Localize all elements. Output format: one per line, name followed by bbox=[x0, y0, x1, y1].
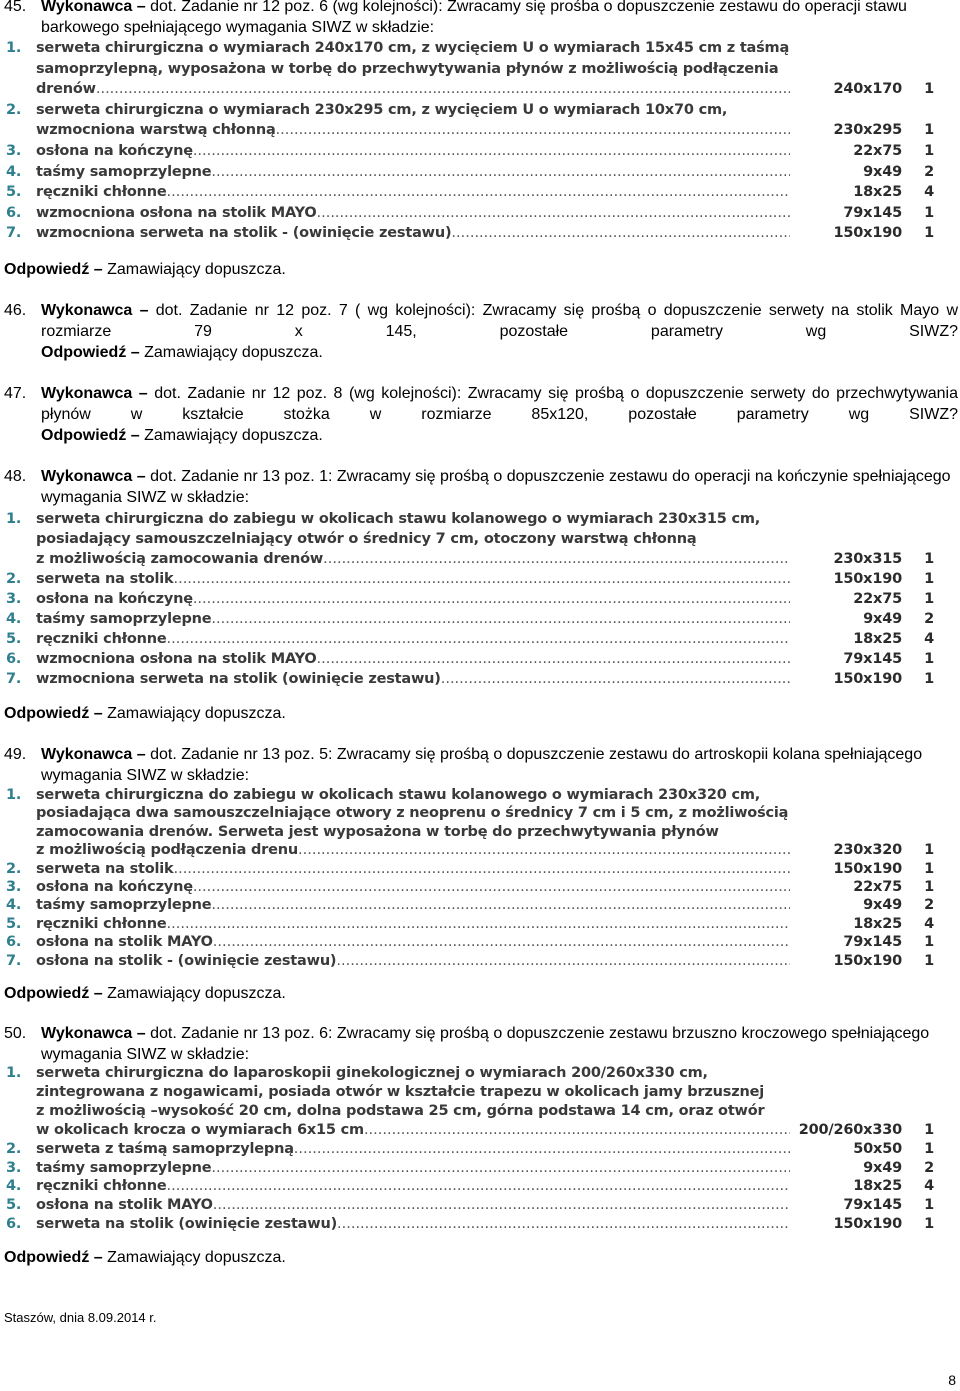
item-size: 230x315 bbox=[833, 551, 902, 567]
dot-leader bbox=[211, 609, 790, 629]
list-item bbox=[0, 1064, 940, 1140]
question-45 bbox=[4, 0, 958, 38]
item-size: 22x75 bbox=[853, 879, 902, 896]
list-item bbox=[0, 569, 940, 589]
item-description-last-line: osłona na kończynę bbox=[36, 142, 193, 159]
contractor-label: Wykonawca bbox=[41, 0, 133, 15]
item-description-last-line: wzmocniona osłona na stolik MAYO bbox=[36, 651, 317, 667]
dot-leader bbox=[317, 203, 791, 224]
item-description bbox=[36, 860, 940, 878]
item-size: 79x145 bbox=[843, 1197, 902, 1214]
list-item bbox=[0, 162, 940, 183]
item-description-line: serweta chirurgiczna o wymiarach 240x170 cm, z wycięciem U o wymiarach 15x45 cm z taśmą bbox=[36, 40, 790, 56]
item-size: 9x49 bbox=[863, 1159, 902, 1176]
item-description-line: serweta chirurgiczna do zabiegu w okolicach stawu kolanowego o wymiarach 230x320 cm, bbox=[36, 787, 761, 803]
item-number: 2. bbox=[6, 101, 22, 118]
list-item bbox=[0, 182, 940, 203]
item-description-last-line: serweta na stolik bbox=[36, 571, 174, 587]
item-description bbox=[36, 1196, 940, 1215]
list-item bbox=[0, 1177, 940, 1196]
item-number: 6. bbox=[6, 1216, 22, 1233]
dot-leader bbox=[167, 915, 790, 933]
dot-leader bbox=[211, 896, 790, 914]
item-quantity: 2 bbox=[924, 163, 934, 180]
item-size: 22x75 bbox=[853, 142, 902, 159]
item-quantity: 1 bbox=[924, 81, 934, 98]
item-description bbox=[36, 915, 940, 933]
list-item bbox=[0, 203, 940, 224]
item-description bbox=[36, 649, 940, 669]
dot-leader bbox=[167, 629, 790, 649]
question-text: Wykonawca – dot. Zadanie nr 13 poz. 6: Zwracamy się prośbą o dopuszczenie zestawu brzuszno kroczowego spełniającego wymagania SIWZ w składzie: bbox=[41, 1025, 930, 1063]
list-item bbox=[0, 669, 940, 689]
item-description bbox=[36, 203, 940, 224]
item-description-last-line: taśmy samoprzylepne bbox=[36, 1159, 212, 1176]
item-number: 1. bbox=[6, 511, 22, 527]
dot-leader bbox=[173, 860, 790, 878]
list-item bbox=[0, 896, 940, 914]
question-46 bbox=[4, 300, 958, 342]
item-description-last-line: wzmocniona osłona na stolik MAYO bbox=[36, 204, 317, 221]
dot-leader bbox=[211, 162, 790, 183]
item-quantity: 1 bbox=[924, 1197, 934, 1214]
item-description bbox=[36, 1177, 940, 1196]
contractor-label: Wykonawca bbox=[41, 302, 133, 319]
item-description bbox=[36, 878, 940, 896]
item-quantity: 1 bbox=[924, 651, 934, 667]
list-item bbox=[0, 141, 940, 162]
item-quantity: 2 bbox=[924, 897, 934, 914]
item-number: 2. bbox=[6, 1140, 22, 1157]
item-size: 9x49 bbox=[863, 611, 902, 627]
item-size: 200/260x330 bbox=[798, 1121, 902, 1138]
item-description-last-line: wzmocniona serweta na stolik (owinięcie zestawu) bbox=[36, 671, 441, 687]
item-quantity: 1 bbox=[924, 879, 934, 896]
list-item bbox=[0, 1196, 940, 1215]
item-quantity: 1 bbox=[924, 1140, 934, 1157]
dot-leader bbox=[276, 120, 790, 141]
place-date: Staszów, dnia 8.09.2014 r. bbox=[4, 1310, 157, 1325]
item-description-last-line: ręczniki chłonne bbox=[36, 1178, 167, 1195]
dot-leader bbox=[294, 1140, 790, 1159]
item-description-line: posiadający samouszczelniający otwór o średnicy 7 cm, otoczony warstwą chłonną bbox=[36, 531, 697, 547]
item-number: 4. bbox=[6, 163, 22, 180]
item-quantity: 4 bbox=[924, 631, 934, 647]
question-49 bbox=[4, 744, 958, 786]
item-description-last-line: osłona na kończynę bbox=[36, 879, 193, 896]
question-reference: dot. Zadanie nr 12 poz. 7 ( wg kolejności): Zwracamy się prośbą o dopuszczenie serwety na stolik Mayo w rozmiarze 79 x 145, pozostałe parametry wg SIWZ? bbox=[41, 302, 958, 340]
list-item bbox=[0, 915, 940, 933]
item-size: 9x49 bbox=[863, 897, 902, 914]
item-description-line: serweta chirurgiczna do zabiegu w okolicach stawu kolanowego o wymiarach 230x315 cm, bbox=[36, 511, 761, 527]
list-item bbox=[0, 786, 940, 860]
list-item bbox=[0, 952, 940, 970]
item-description bbox=[36, 933, 940, 951]
item-number: 5. bbox=[6, 915, 22, 932]
item-list-45 bbox=[0, 38, 940, 244]
item-size: 240x170 bbox=[833, 81, 902, 98]
item-description-last-line: taśmy samoprzylepne bbox=[36, 163, 212, 180]
item-description bbox=[36, 100, 940, 141]
item-description-line: samoprzylepną, wyposażona w torbę do przechwytywania płynów z możliwością podłączenia bbox=[36, 60, 779, 77]
item-quantity: 1 bbox=[924, 842, 934, 859]
answer-48: Odpowiedź – Zamawiający dopuszcza. bbox=[4, 705, 286, 722]
item-description-line: zintegrowana z nogawicami, posiada otwór w kształcie trapezu w okolicach jamy brzusznej bbox=[36, 1083, 764, 1100]
dot-leader bbox=[317, 649, 791, 669]
item-description-last-line: ręczniki chłonne bbox=[36, 184, 167, 201]
list-item bbox=[0, 1159, 940, 1178]
question-number: 50. bbox=[4, 1025, 27, 1042]
item-quantity: 4 bbox=[924, 915, 934, 932]
item-number: 6. bbox=[6, 934, 22, 951]
item-description bbox=[36, 896, 940, 914]
item-quantity: 1 bbox=[924, 122, 934, 139]
item-description-last-line: osłona na stolik MAYO bbox=[36, 934, 213, 951]
question-reference: dot. Zadanie nr 13 poz. 6: Zwracamy się prośbą o dopuszczenie zestawu brzuszno kroczowego spełniającego wymagania SIWZ w składzie: bbox=[41, 1025, 930, 1063]
list-item bbox=[0, 1140, 940, 1159]
dot-leader bbox=[167, 1177, 790, 1196]
item-number: 1. bbox=[6, 40, 22, 56]
item-number: 3. bbox=[6, 142, 22, 159]
item-list-48 bbox=[0, 509, 940, 689]
question-reference: dot. Zadanie nr 12 poz. 6 (wg kolejności): Zwracamy się prośba o dopuszczenie zestawu do operacji stawu barkowego spełniającego wymagania SIWZ w składzie: bbox=[41, 0, 907, 36]
item-description bbox=[36, 1159, 940, 1178]
item-quantity: 2 bbox=[924, 1159, 934, 1176]
item-quantity: 1 bbox=[924, 934, 934, 951]
item-description bbox=[36, 509, 940, 569]
item-size: 18x25 bbox=[853, 631, 902, 647]
item-quantity: 1 bbox=[924, 551, 934, 567]
item-size: 150x190 bbox=[833, 1216, 902, 1233]
item-description bbox=[36, 629, 940, 649]
question-47 bbox=[4, 383, 958, 425]
dot-leader bbox=[336, 952, 790, 970]
item-description-last-line: osłona na kończynę bbox=[36, 591, 193, 607]
list-item bbox=[0, 1215, 940, 1234]
item-size: 150x190 bbox=[833, 571, 902, 587]
item-description bbox=[36, 609, 940, 629]
item-size: 150x190 bbox=[833, 952, 902, 969]
dot-leader bbox=[96, 79, 790, 100]
item-description-last-line: wzmocniona serweta na stolik - (owinięcie zestawu) bbox=[36, 225, 452, 242]
item-size: 50x50 bbox=[853, 1140, 902, 1157]
item-description bbox=[36, 162, 940, 183]
item-quantity: 1 bbox=[924, 671, 934, 687]
item-description bbox=[36, 952, 940, 970]
list-item bbox=[0, 649, 940, 669]
item-description-line: zamocowania drenów. Serweta jest wyposażona w torbę do przechwytywania płynów bbox=[36, 823, 719, 840]
item-quantity: 4 bbox=[924, 184, 934, 201]
question-48 bbox=[4, 466, 958, 508]
item-description-last-line: taśmy samoprzylepne bbox=[36, 611, 212, 627]
item-description bbox=[36, 1140, 940, 1159]
item-description-last-line: serweta z taśmą samoprzylepną bbox=[36, 1140, 294, 1157]
question-reference: dot. Zadanie nr 12 poz. 8 (wg kolejności): Zwracamy się prośbą o dopuszczenie serwety do przechwytywania płynów w kształcie stożka w rozmiarze 85x120, pozostałe parametry wg SIWZ? bbox=[41, 385, 958, 423]
question-number: 48. bbox=[4, 468, 27, 485]
item-description-last-line: serweta na stolik (owinięcie zestawu) bbox=[36, 1216, 338, 1233]
item-description bbox=[36, 141, 940, 162]
list-item bbox=[0, 933, 940, 951]
item-size: 9x49 bbox=[863, 163, 902, 180]
dot-leader bbox=[167, 182, 790, 203]
item-size: 18x25 bbox=[853, 915, 902, 932]
item-number: 1. bbox=[6, 1065, 22, 1081]
item-number: 2. bbox=[6, 571, 22, 587]
question-text: Wykonawca – dot. Zadanie nr 12 poz. 8 (wg kolejności): Zwracamy się prośbą o dopuszczenie serwety do przechwytywania płynów w kształcie stożka w rozmiarze 85x120, pozostałe parametry wg SIWZ? bbox=[41, 385, 958, 423]
item-quantity: 4 bbox=[924, 1178, 934, 1195]
item-description bbox=[36, 569, 940, 589]
item-description bbox=[36, 786, 940, 860]
item-description-last-line: ręczniki chłonne bbox=[36, 915, 167, 932]
item-description bbox=[36, 669, 940, 689]
item-description-last-line: wzmocniona warstwą chłonną bbox=[36, 122, 276, 139]
item-number: 3. bbox=[6, 591, 22, 607]
item-description-last-line: ręczniki chłonne bbox=[36, 631, 167, 647]
dot-leader bbox=[193, 878, 790, 896]
list-item bbox=[0, 589, 940, 609]
item-size: 18x25 bbox=[853, 184, 902, 201]
item-description bbox=[36, 223, 940, 244]
list-item bbox=[0, 100, 940, 141]
question-number: 49. bbox=[4, 746, 27, 763]
dot-leader bbox=[451, 223, 790, 244]
list-item bbox=[0, 509, 940, 569]
item-quantity: 1 bbox=[924, 204, 934, 221]
list-item bbox=[0, 223, 940, 244]
contractor-label: Wykonawca bbox=[41, 746, 133, 763]
item-size: 150x190 bbox=[833, 671, 902, 687]
dot-leader bbox=[173, 569, 790, 589]
question-text: Wykonawca – dot. Zadanie nr 13 poz. 1: Zwracamy się prośbą o dopuszczenie zestawu do operacji na kończynie spełniającego wymagania SIWZ w składzie: bbox=[41, 468, 951, 506]
question-number: 47. bbox=[4, 385, 27, 402]
dot-leader bbox=[213, 933, 790, 951]
item-size: 79x145 bbox=[843, 934, 902, 951]
list-item bbox=[0, 629, 940, 649]
item-description-last-line: drenów bbox=[36, 81, 96, 98]
item-quantity: 1 bbox=[924, 225, 934, 242]
question-text: Wykonawca – dot. Zadanie nr 12 poz. 6 (wg kolejności): Zwracamy się prośba o dopuszczenie zestawu do operacji stawu barkowego spełniającego wymagania SIWZ w składzie: bbox=[41, 0, 907, 36]
item-number: 2. bbox=[6, 860, 22, 877]
item-size: 79x145 bbox=[843, 651, 902, 667]
list-item bbox=[0, 878, 940, 896]
item-number: 7. bbox=[6, 952, 22, 969]
dot-leader bbox=[211, 1159, 790, 1178]
dot-leader bbox=[323, 549, 790, 569]
item-list-50 bbox=[0, 1064, 940, 1234]
item-size: 150x190 bbox=[833, 225, 902, 242]
question-text: Wykonawca – dot. Zadanie nr 12 poz. 7 ( wg kolejności): Zwracamy się prośbą o dopuszczenie serwety na stolik Mayo w rozmiarze 79 x 145, pozostałe parametry wg SIWZ? bbox=[41, 302, 958, 340]
dot-leader bbox=[213, 1196, 790, 1215]
question-reference: dot. Zadanie nr 13 poz. 1: Zwracamy się prośbą o dopuszczenie zestawu do operacji na kończynie spełniającego wymagania SIWZ w składzie: bbox=[41, 468, 951, 506]
answer-46: Odpowiedź – Zamawiający dopuszcza. bbox=[41, 344, 323, 361]
page-number: 8 bbox=[948, 1372, 956, 1388]
item-description-last-line: w okolicach krocza o wymiarach 6x15 cm bbox=[36, 1121, 364, 1138]
item-quantity: 1 bbox=[924, 1216, 934, 1233]
dot-leader bbox=[441, 669, 790, 689]
item-size: 230x320 bbox=[833, 842, 902, 859]
item-size: 230x295 bbox=[833, 122, 902, 139]
question-reference: dot. Zadanie nr 13 poz. 5: Zwracamy się prośbą o dopuszczenie zestawu do artroskopii kolana spełniającego wymagania SIWZ w składzie: bbox=[41, 746, 923, 784]
question-number: 46. bbox=[4, 302, 27, 319]
item-quantity: 2 bbox=[924, 611, 934, 627]
item-number: 1. bbox=[6, 787, 22, 803]
item-quantity: 1 bbox=[924, 571, 934, 587]
item-quantity: 1 bbox=[924, 1121, 934, 1138]
item-quantity: 1 bbox=[924, 860, 934, 877]
item-number: 5. bbox=[6, 631, 22, 647]
item-quantity: 1 bbox=[924, 142, 934, 159]
answer-47: Odpowiedź – Zamawiający dopuszcza. bbox=[41, 427, 323, 444]
item-description-line: posiadająca dwa samouszczelniające otwory z neoprenu o średnicy 7 cm i 5 cm, z możliwością bbox=[36, 805, 789, 822]
contractor-label: Wykonawca bbox=[41, 468, 133, 485]
item-size: 18x25 bbox=[853, 1178, 902, 1195]
item-description-last-line: serweta na stolik bbox=[36, 860, 174, 877]
contractor-label: Wykonawca bbox=[41, 385, 133, 402]
question-50 bbox=[4, 1023, 958, 1065]
item-number: 4. bbox=[6, 1178, 22, 1195]
list-item bbox=[0, 860, 940, 878]
item-number: 7. bbox=[6, 671, 22, 687]
answer-50: Odpowiedź – Zamawiający dopuszcza. bbox=[4, 1249, 286, 1266]
item-description-line: serweta chirurgiczna do laparoskopii ginekologicznej o wymiarach 200/260x330 cm, bbox=[36, 1065, 708, 1081]
item-size: 22x75 bbox=[853, 591, 902, 607]
item-number: 3. bbox=[6, 1159, 22, 1176]
item-description bbox=[36, 182, 940, 203]
question-number: 45. bbox=[4, 0, 27, 15]
item-number: 5. bbox=[6, 1197, 22, 1214]
item-list-49 bbox=[0, 786, 940, 970]
item-quantity: 1 bbox=[924, 952, 934, 969]
item-description-line: serweta chirurgiczna o wymiarach 230x295 cm, z wycięciem U o wymiarach 10x70 cm, bbox=[36, 101, 728, 118]
item-description-last-line: z możliwością podłączenia drenu bbox=[36, 842, 299, 859]
item-number: 7. bbox=[6, 225, 22, 242]
item-number: 4. bbox=[6, 897, 22, 914]
item-number: 5. bbox=[6, 184, 22, 201]
item-size: 150x190 bbox=[833, 860, 902, 877]
item-number: 4. bbox=[6, 611, 22, 627]
answer-45: Odpowiedź – Zamawiający dopuszcza. bbox=[4, 261, 286, 278]
item-description-last-line: osłona na stolik MAYO bbox=[36, 1197, 213, 1214]
dot-leader bbox=[364, 1121, 790, 1140]
dot-leader bbox=[193, 589, 790, 609]
item-description-last-line: osłona na stolik - (owinięcie zestawu) bbox=[36, 952, 337, 969]
list-item bbox=[0, 38, 940, 100]
list-item bbox=[0, 609, 940, 629]
item-size: 79x145 bbox=[843, 204, 902, 221]
item-description bbox=[36, 38, 940, 100]
item-description bbox=[36, 1215, 940, 1234]
item-number: 3. bbox=[6, 879, 22, 896]
dot-leader bbox=[337, 1215, 790, 1234]
item-description bbox=[36, 589, 940, 609]
contractor-label: Wykonawca bbox=[41, 1025, 133, 1042]
item-quantity: 1 bbox=[924, 591, 934, 607]
item-number: 6. bbox=[6, 204, 22, 221]
item-description-line: z możliwością –wysokość 20 cm, dolna podstawa 25 cm, górna podstawa 14 cm, oraz otwór bbox=[36, 1102, 765, 1119]
item-description-last-line: taśmy samoprzylepne bbox=[36, 897, 212, 914]
dot-leader bbox=[193, 141, 790, 162]
dot-leader bbox=[298, 841, 790, 859]
item-description-last-line: z możliwością zamocowania drenów bbox=[36, 551, 324, 567]
answer-49: Odpowiedź – Zamawiający dopuszcza. bbox=[4, 985, 286, 1002]
question-text: Wykonawca – dot. Zadanie nr 13 poz. 5: Zwracamy się prośbą o dopuszczenie zestawu do artroskopii kolana spełniającego wymagania SIWZ w składzie: bbox=[41, 746, 923, 784]
item-number: 6. bbox=[6, 651, 22, 667]
